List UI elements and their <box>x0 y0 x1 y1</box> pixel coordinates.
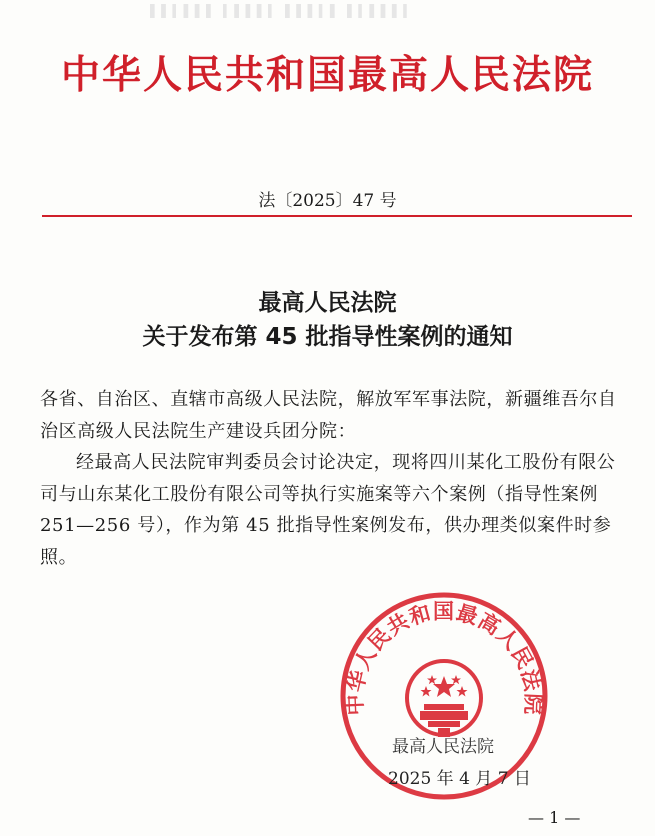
document-masthead: 中华人民共和国最高人民法院 <box>60 52 594 98</box>
issuer-signature: 最高人民法院 <box>392 737 494 757</box>
notice-title: 关于发布第 45 批指导性案例的通知 <box>142 324 513 350</box>
bleed-through-text: ▌▌▍▌▌▌ ▍▌▌▌▍ ▌▌▌▍▌ ▌▍▌▌▌▍ <box>150 4 415 18</box>
national-emblem-icon <box>407 661 481 737</box>
issue-date: 2025 年 4 月 7 日 <box>388 769 531 789</box>
svg-text:中华人民共和国最高人民法院 <box>343 600 546 716</box>
page-number: — 1 — <box>528 808 581 827</box>
seal-text: 中华人民共和国最高人民法院 <box>342 599 546 716</box>
main-paragraph: 经最高人民法院审判委员会讨论决定，现将四川某化工股份有限公司与山东某化工股份有限公司等执行实施案等六个案例（指导性案例 251—256 号），作为第 45 批指导性案例发布，供办理类似案件时参照。 <box>40 452 616 568</box>
notice-body <box>40 384 625 573</box>
addressee: 各省、自治区、直辖市高级人民法院，解放军军事法院，新疆维吾尔自治区高级人民法院生产建设兵团分院： <box>40 389 617 442</box>
notice-title-issuer: 最高人民法院 <box>258 290 397 316</box>
document-number: 法〔2025〕47 号 <box>258 191 397 211</box>
red-divider-line <box>42 215 632 217</box>
